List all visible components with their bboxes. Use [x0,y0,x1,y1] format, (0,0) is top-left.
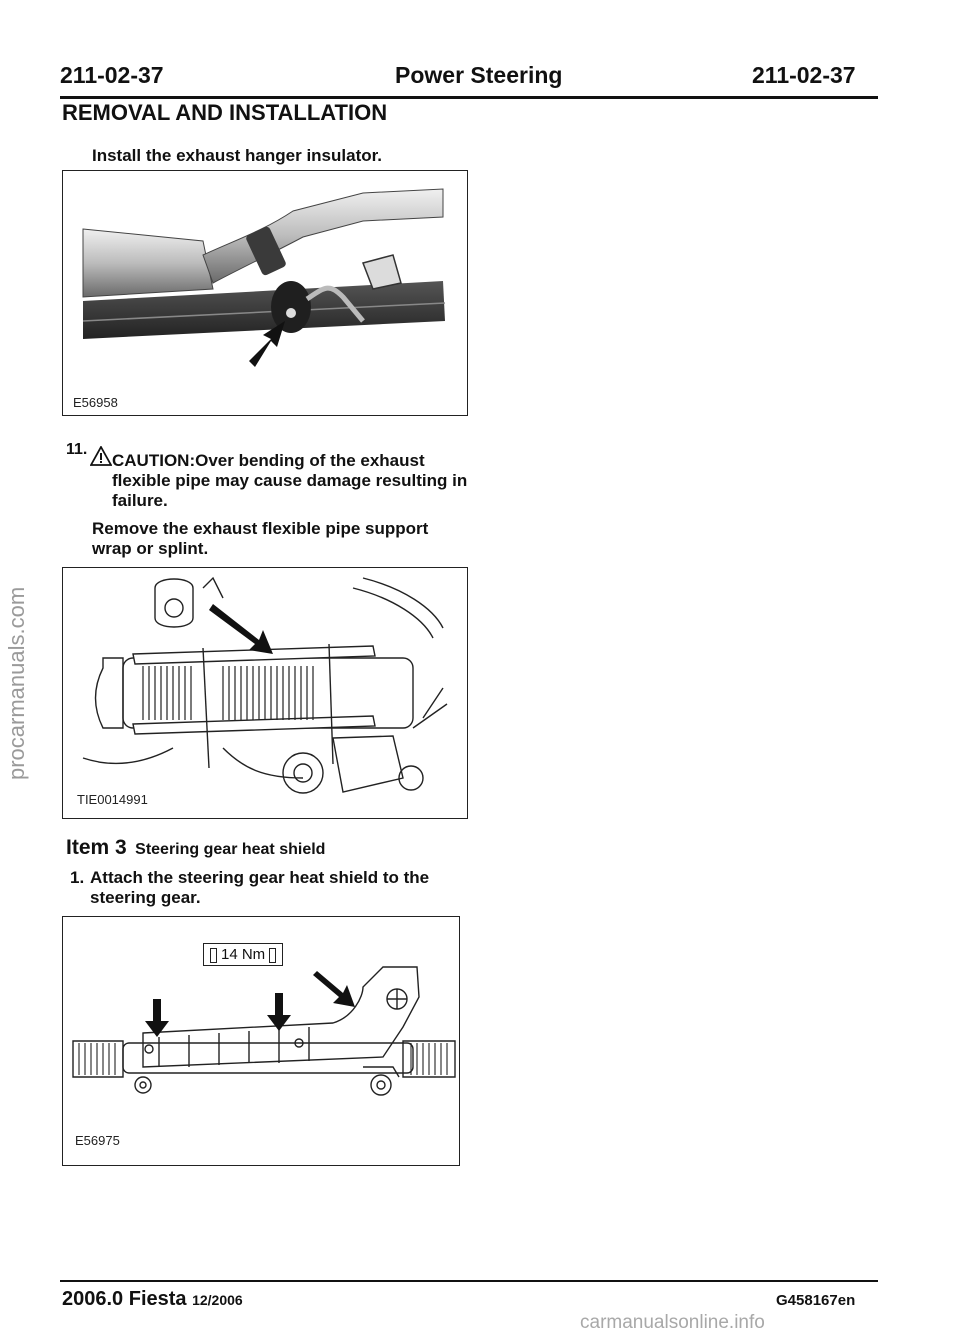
flexible-pipe-illustration [63,568,467,818]
footer-model [62,1288,243,1311]
step1-number: 1. [70,868,85,887]
warning-icon [90,446,112,466]
step11-instruction: Remove the exhaust flexible pipe support wrap or splint. [92,519,429,558]
footer-date: 12/2006 [192,1292,243,1308]
step1-text: Attach the steering gear heat shield to the steering gear. [90,868,430,907]
footer-doc-id: G458167en [776,1292,856,1309]
watermark-left-text: procarmanuals.com [4,586,29,780]
step11-caution [112,451,472,511]
footer-rule [60,1280,878,1282]
header-code-left: 211-02-37 [60,62,164,88]
figure2-label: TIE0014991 [77,792,148,807]
figure-flexible-pipe [62,567,468,819]
header-code-right: 211-02-37 [752,62,856,88]
watermark-bottom: carmanualsonline.info [580,1312,765,1333]
figure-steering-gear [62,916,460,1166]
figure3-label: E56975 [75,1133,120,1148]
pointer-arrow [209,604,273,654]
item3-prefix: Item 3 [66,836,127,859]
step11-number: 11. [66,441,88,458]
torque-value: 14 Nm [221,946,266,963]
section-title: REMOVAL AND INSTALLATION [62,100,388,125]
figure-exhaust-hanger [62,170,468,416]
exhaust-hanger-illustration [63,171,467,415]
pointer-arrow [313,971,355,1007]
footer-model-text: 2006.0 Fiesta [62,1288,187,1310]
header-title: Power Steering [395,62,563,88]
item3-name: Steering gear heat shield [135,841,326,858]
item3-heading [66,836,325,860]
step11-caution-text: CAUTION:Over bending of the exhaust flexible pipe may cause damage resulting in failure. [112,451,468,510]
torque-callout [203,943,283,966]
header-rule [60,96,878,99]
watermark-left [4,560,38,780]
figure1-label: E56958 [73,395,118,410]
step-intro-text: Install the exhaust hanger insulator. [92,146,383,165]
